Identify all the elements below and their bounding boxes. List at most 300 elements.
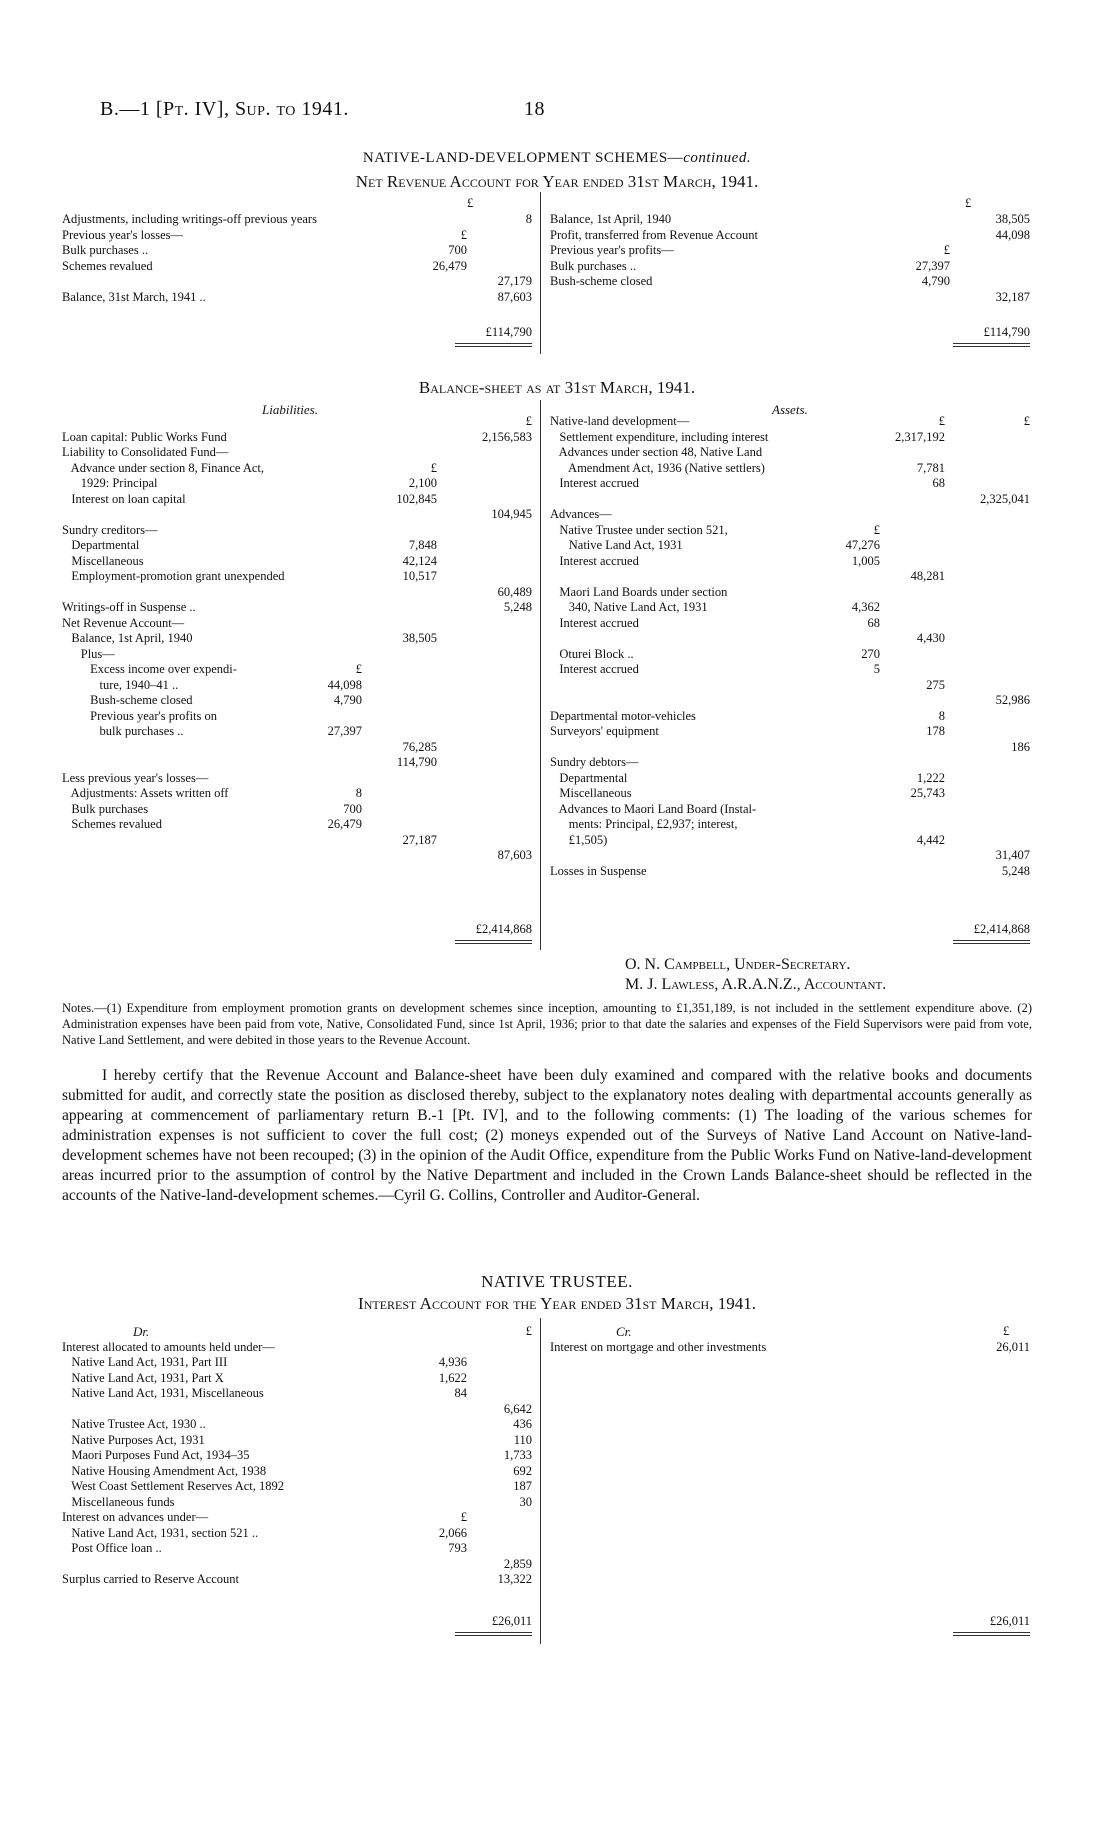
asset-row	[550, 631, 1030, 647]
asset-row	[550, 724, 1030, 740]
row-amount	[397, 1417, 467, 1433]
row-amount	[945, 523, 1030, 539]
row-label: Surveyors' equipment	[550, 724, 659, 738]
row-label	[62, 740, 302, 756]
row-amount	[397, 1448, 467, 1464]
row-label	[62, 1324, 397, 1340]
row-label	[62, 755, 302, 771]
interest-account-title: Interest Account for the Year ended 31st March, 1941.	[358, 1294, 756, 1313]
dr-total-rule	[455, 343, 532, 344]
revenue-cr-table	[550, 212, 1030, 305]
row-amount	[820, 817, 880, 833]
row-amount	[302, 848, 362, 864]
row-amount: £	[460, 227, 467, 242]
row-label: Sundry creditors—	[62, 522, 158, 537]
asset-row	[550, 786, 1030, 802]
revenue-cr-row	[550, 243, 1030, 259]
row-amount	[362, 724, 437, 740]
row-amount: 52,986	[995, 693, 1030, 707]
row-label	[550, 569, 820, 585]
row-amount	[362, 848, 437, 864]
row-amount: 4,790	[333, 693, 362, 707]
row-amount: £	[1023, 414, 1030, 428]
row-amount	[302, 616, 362, 632]
row-amount: 1,005	[851, 553, 880, 568]
liability-row	[62, 802, 532, 818]
row-amount	[437, 616, 532, 632]
trustee-dr-row	[62, 1479, 532, 1495]
cr-total-rule	[953, 343, 1030, 344]
row-amount	[362, 600, 437, 616]
row-amount	[397, 1495, 467, 1511]
row-label: Losses in Suspense	[550, 863, 647, 878]
row-label	[550, 740, 820, 756]
row-label: Native Land Act, 1931, Part X	[62, 1370, 224, 1385]
row-amount	[880, 817, 945, 833]
revenue-dr-row	[62, 259, 532, 275]
row-label: Interest on advances under—	[62, 1510, 209, 1524]
audit-certificate: I hereby certify that the Revenue Account and Balance-sheet have been duly examined and compared with the relative books and documents submitted for audit, and correctly state the position as disclosed thereby, subject to the explanatory notes dealing with departmental accounts generally as appearing at commencement of parliamentary return B.-1 [Pt. IV], and to the following comments: (1) The loading of the various schemes for administration expenses is not sufficient to cover the full cost; (2) moneys expended out of the Surveys of Native Land Account on Native-land-development schemes have not been recouped; (3) in the opinion of the Audit Office, expenditure from the Public Works Fund on Native-land-development areas incurred prior to the assumption of control by the Native Department and included in the Crown Lands Balance-sheet should be reflected in the accounts of the Native-land-development schemes.—Cyril G. Collins, Controller and Auditor-General.	[62, 1067, 1032, 1204]
row-label: Departmental motor-vehicles	[550, 708, 696, 723]
row-amount	[397, 1572, 467, 1588]
row-amount: 10,517	[402, 569, 437, 583]
asset-row	[550, 507, 1030, 523]
page-number: 18	[524, 98, 545, 120]
row-label: Native-land development—	[550, 414, 690, 428]
row-amount: 8	[355, 786, 362, 800]
row-amount: 2,066	[438, 1525, 467, 1540]
row-label: Bulk purchases ..	[550, 258, 637, 273]
row-amount	[945, 507, 1030, 523]
liability-row	[62, 755, 532, 771]
row-amount	[820, 802, 880, 818]
row-amount	[302, 461, 362, 477]
row-amount	[880, 228, 950, 244]
trustee-dr-row	[62, 1371, 532, 1387]
row-amount: £	[525, 414, 532, 428]
liability-row	[62, 445, 532, 461]
section-title-text: NATIVE-LAND-DEVELOPMENT SCHEMES—	[362, 150, 684, 166]
row-amount: 7,848	[408, 538, 437, 552]
row-amount	[820, 585, 880, 601]
row-label	[62, 1557, 397, 1573]
row-amount: 27,397	[915, 258, 950, 273]
row-amount: 87,603	[497, 289, 532, 304]
row-amount: 84	[454, 1386, 467, 1400]
row-amount: £	[938, 414, 945, 428]
row-amount	[362, 616, 437, 632]
row-amount	[880, 290, 950, 306]
row-amount	[437, 786, 532, 802]
liability-row	[62, 662, 532, 678]
trustee-dr-row	[62, 1557, 532, 1573]
row-amount	[945, 709, 1030, 725]
trustee-cr-total: £26,011	[989, 1614, 1030, 1628]
row-label	[550, 631, 820, 647]
row-amount	[880, 755, 945, 771]
row-amount	[397, 1402, 467, 1418]
cr-total-rule-2	[953, 346, 1030, 347]
row-amount	[945, 631, 1030, 647]
row-label: Miscellaneous funds	[62, 1494, 175, 1509]
asset-row	[550, 709, 1030, 725]
row-amount	[880, 554, 945, 570]
row-label: Departmental	[550, 770, 628, 785]
row-amount	[437, 647, 532, 663]
row-amount	[880, 662, 945, 678]
row-amount	[945, 817, 1030, 833]
row-amount: 4,430	[916, 631, 945, 645]
row-amount: 1,733	[503, 1448, 532, 1462]
row-amount	[945, 461, 1030, 477]
row-amount	[945, 476, 1030, 492]
row-amount	[467, 1526, 532, 1542]
asset-row	[550, 616, 1030, 632]
row-amount	[467, 1371, 532, 1387]
row-amount	[397, 1479, 467, 1495]
row-amount	[945, 755, 1030, 771]
row-amount	[437, 538, 532, 554]
trustee-dr-row	[62, 1433, 532, 1449]
row-amount	[302, 445, 362, 461]
row-label: bulk purchases ..	[62, 724, 184, 738]
row-amount	[945, 430, 1030, 446]
revenue-cr-row	[550, 259, 1030, 275]
row-amount	[820, 724, 880, 740]
row-label: Excess income over expendi-	[62, 662, 237, 676]
row-amount	[437, 802, 532, 818]
revenue-dr-row	[62, 274, 532, 290]
row-amount: 68	[932, 476, 945, 490]
row-label: Surplus carried to Reserve Account	[62, 1572, 240, 1586]
row-label	[62, 833, 302, 849]
cr-heading: Cr.	[616, 1324, 632, 1339]
row-amount	[950, 243, 1030, 259]
row-label: West Coast Settlement Reserves Act, 1892	[62, 1479, 284, 1493]
asset-row	[550, 600, 1030, 616]
row-amount	[437, 709, 532, 725]
row-amount: 31,407	[995, 848, 1030, 862]
assets-heading: Assets.	[772, 402, 808, 417]
assets-table	[550, 414, 1030, 879]
row-amount	[820, 864, 880, 880]
liability-row	[62, 647, 532, 663]
row-amount	[437, 755, 532, 771]
row-label: Bush-scheme closed	[62, 693, 193, 707]
row-amount: 13,322	[497, 1572, 532, 1586]
trustee-dr-row	[62, 1340, 532, 1356]
row-amount: 26,479	[432, 258, 467, 273]
row-label: Native Land Act, 1931	[550, 538, 683, 552]
dr-pound-sign: £	[467, 196, 474, 210]
row-amount: 30	[519, 1494, 532, 1509]
row-amount	[945, 585, 1030, 601]
asset-row	[550, 430, 1030, 446]
row-amount	[945, 833, 1030, 849]
report-reference: B.—1 [Pt. IV], Sup. to 1941.	[100, 98, 349, 120]
asset-row	[550, 414, 1030, 430]
row-label	[62, 507, 302, 523]
liability-row	[62, 585, 532, 601]
asset-row	[550, 740, 1030, 756]
row-amount: 4,362	[851, 600, 880, 614]
row-amount	[880, 538, 945, 554]
trustee-dr-row	[62, 1402, 532, 1418]
row-label: Oturei Block ..	[550, 646, 634, 661]
row-label: Sundry debtors—	[550, 755, 639, 769]
liabilities-total: £2,414,868	[475, 922, 532, 936]
asset-row	[550, 662, 1030, 678]
trustee-dr-row	[62, 1572, 532, 1588]
row-label: Interest accrued	[550, 476, 639, 490]
row-amount	[880, 693, 945, 709]
revenue-cr-row	[550, 290, 1030, 306]
row-label: Balance, 31st March, 1941 ..	[62, 289, 206, 304]
row-amount	[437, 740, 532, 756]
row-amount: 102,845	[396, 491, 437, 506]
row-amount	[302, 709, 362, 725]
row-label: Interest on loan capital	[62, 491, 186, 506]
row-label: Liability to Consolidated Fund—	[62, 445, 229, 459]
revenue-cr-total: £114,790	[983, 325, 1030, 339]
row-amount: £	[873, 522, 880, 537]
row-label: Profit, transferred from Revenue Account	[550, 227, 758, 242]
row-amount	[820, 833, 880, 849]
row-label: Departmental	[62, 538, 140, 552]
trustee-dr-rule-2	[455, 1635, 532, 1636]
row-amount	[302, 569, 362, 585]
row-amount: 114,790	[396, 755, 437, 769]
revenue-dr-row	[62, 228, 532, 244]
row-label: Schemes revalued	[62, 258, 153, 273]
row-amount: 44,098	[995, 227, 1030, 242]
row-label: Loan capital: Public Works Fund	[62, 429, 227, 444]
row-label: Native Trustee Act, 1930 ..	[62, 1417, 206, 1431]
row-amount	[397, 1557, 467, 1573]
row-amount	[950, 259, 1030, 275]
row-amount: 436	[513, 1417, 532, 1431]
row-amount	[880, 523, 945, 539]
asset-row	[550, 647, 1030, 663]
row-amount: 26,011	[996, 1340, 1030, 1354]
row-amount: 2,156,583	[482, 429, 532, 444]
row-amount	[402, 212, 467, 228]
row-amount	[362, 693, 437, 709]
row-amount: 7,781	[916, 460, 945, 475]
revenue-dr-total: £114,790	[485, 325, 532, 339]
dr-total-rule-2	[455, 346, 532, 347]
row-amount: 27,179	[497, 274, 532, 288]
revenue-dr-row	[62, 212, 532, 228]
liab-total-rule	[455, 940, 532, 941]
trustee-dr-row	[62, 1355, 532, 1371]
asset-row	[550, 538, 1030, 554]
row-label: Miscellaneous	[62, 553, 144, 568]
trustee-cr-rule-2	[953, 1635, 1030, 1636]
row-amount	[467, 243, 532, 259]
liabilities-heading: Liabilities.	[262, 402, 318, 417]
row-amount	[950, 274, 1030, 290]
row-amount	[880, 740, 945, 756]
row-amount	[820, 569, 880, 585]
row-amount	[467, 1510, 532, 1526]
row-amount	[437, 631, 532, 647]
row-amount: 5	[873, 662, 880, 676]
row-amount	[302, 430, 362, 446]
asset-row	[550, 848, 1030, 864]
asset-row	[550, 492, 1030, 508]
row-label: Less previous year's losses—	[62, 770, 209, 785]
row-amount	[945, 538, 1030, 554]
row-amount: 68	[867, 615, 880, 630]
row-amount	[820, 678, 880, 694]
row-amount: 2,100	[408, 476, 437, 490]
row-amount: 44,098	[327, 677, 362, 692]
row-label: Native Land Act, 1931, Miscellaneous	[62, 1386, 264, 1400]
trustee-cr-row	[550, 1340, 1030, 1356]
row-label: Native Housing Amendment Act, 1938	[62, 1463, 267, 1478]
row-amount	[302, 631, 362, 647]
revenue-dr-row	[62, 290, 532, 306]
row-amount: 692	[513, 1463, 532, 1478]
row-amount	[437, 523, 532, 539]
row-label: Post Office loan ..	[62, 1541, 162, 1555]
row-amount: 4,936	[438, 1355, 467, 1369]
row-label: ments: Principal, £2,937; interest,	[550, 817, 738, 831]
trustee-dr-rule	[455, 1632, 532, 1633]
row-label: Interest accrued	[550, 615, 639, 630]
row-amount: 8	[938, 708, 945, 723]
row-amount	[302, 476, 362, 492]
row-label: Native Land Act, 1931, section 521 ..	[62, 1525, 259, 1540]
row-label: Previous year's profits—	[550, 243, 674, 257]
row-amount	[362, 414, 437, 430]
row-amount: 700	[343, 801, 362, 816]
liability-row	[62, 724, 532, 740]
row-label: Amendment Act, 1936 (Native settlers)	[550, 460, 765, 475]
row-label: Settlement expenditure, including interest	[550, 429, 769, 444]
liability-row	[62, 771, 532, 787]
row-amount	[467, 259, 532, 275]
trustee-dr-row	[62, 1526, 532, 1542]
row-amount	[880, 600, 945, 616]
row-amount	[362, 802, 437, 818]
row-label	[550, 848, 820, 864]
row-amount	[302, 554, 362, 570]
row-amount	[302, 585, 362, 601]
liability-row	[62, 709, 532, 725]
row-amount: 5,248	[503, 600, 532, 614]
row-label: Employment-promotion grant unexpended	[62, 569, 285, 583]
row-amount: £	[525, 1324, 532, 1338]
row-amount	[437, 817, 532, 833]
row-amount	[397, 1340, 467, 1356]
liability-row	[62, 616, 532, 632]
row-label: Interest accrued	[550, 553, 639, 568]
liability-row	[62, 523, 532, 539]
row-amount	[437, 833, 532, 849]
row-amount	[945, 554, 1030, 570]
row-amount	[437, 445, 532, 461]
row-label: Adjustments, including writings-off previous years	[62, 212, 317, 226]
asset-row	[550, 445, 1030, 461]
trustee-cr-rule	[953, 1632, 1030, 1633]
assets-total-rule-2	[953, 943, 1030, 944]
row-amount: £	[943, 243, 950, 257]
row-label: Advances—	[550, 507, 612, 521]
liability-row	[62, 461, 532, 477]
row-amount	[302, 538, 362, 554]
row-amount	[880, 848, 945, 864]
asset-row	[550, 476, 1030, 492]
row-amount: 700	[448, 243, 467, 257]
row-amount	[362, 445, 437, 461]
row-amount: 4,442	[916, 832, 945, 847]
row-label: 340, Native Land Act, 1931	[550, 600, 708, 614]
liability-row	[62, 817, 532, 833]
revenue-cr-row	[550, 274, 1030, 290]
row-amount: 87,603	[497, 848, 532, 862]
row-amount	[362, 585, 437, 601]
row-amount: £	[355, 662, 362, 676]
row-amount	[820, 430, 880, 446]
row-amount	[302, 600, 362, 616]
row-amount	[820, 771, 880, 787]
row-amount: 26,479	[327, 817, 362, 831]
row-amount	[945, 600, 1030, 616]
cr-pound-sign: £	[965, 196, 972, 210]
row-amount	[402, 290, 467, 306]
row-amount	[820, 492, 880, 508]
row-amount: 8	[525, 212, 532, 226]
asset-row	[550, 523, 1030, 539]
row-label	[62, 1402, 397, 1418]
row-label: Plus—	[62, 646, 115, 661]
liability-row	[62, 430, 532, 446]
liab-total-rule-2	[455, 943, 532, 944]
row-label: Native Purposes Act, 1931	[62, 1432, 205, 1447]
row-amount	[880, 445, 945, 461]
row-amount: 186	[1011, 739, 1030, 754]
trustee-cr-table	[550, 1340, 1030, 1356]
row-amount	[302, 507, 362, 523]
row-amount	[945, 771, 1030, 787]
row-amount: 793	[448, 1541, 467, 1555]
revenue-dr-row	[62, 243, 532, 259]
liability-row	[62, 492, 532, 508]
row-amount: 6,642	[503, 1401, 532, 1416]
row-label: Previous year's losses—	[62, 227, 183, 242]
row-amount	[880, 212, 950, 228]
row-amount: 270	[861, 646, 880, 661]
row-label: Balance, 1st April, 1940	[550, 212, 672, 226]
row-label	[62, 585, 302, 601]
row-amount	[820, 709, 880, 725]
row-amount	[945, 662, 1030, 678]
liability-row	[62, 414, 532, 430]
row-amount: 2,859	[503, 1556, 532, 1571]
row-label: Previous year's profits on	[62, 708, 218, 723]
row-label: Maori Purposes Fund Act, 1934–35	[62, 1448, 250, 1462]
row-amount	[880, 492, 945, 508]
row-label	[62, 274, 402, 290]
row-amount	[820, 755, 880, 771]
row-label: Miscellaneous	[550, 786, 632, 800]
row-amount	[362, 647, 437, 663]
trustee-dr-row	[62, 1417, 532, 1433]
liability-row	[62, 786, 532, 802]
row-amount: 38,505	[402, 631, 437, 645]
